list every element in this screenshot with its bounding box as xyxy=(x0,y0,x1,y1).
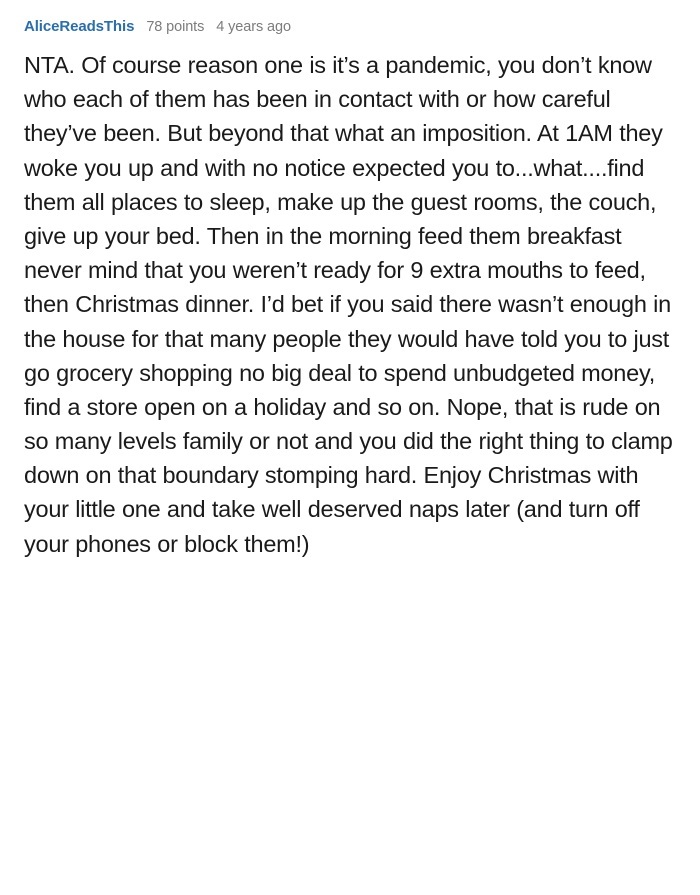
comment-author-link[interactable]: AliceReadsThis xyxy=(24,18,135,35)
comment-body-text: NTA. Of course reason one is it’s a pandemic, you don’t know who each of them has been in contact with or how careful they’ve been. But beyond that what an imposition. At 1AM they woke you up and with no notice expected you to...what....find them all places to sleep, make up the guest rooms, the couch, give up your bed. Then in the morning feed them breakfast never mind that you weren’t ready for 9 extra mouths to feed, then Christmas dinner. I’d bet if you said there wasn’t enough in the house for that many people they would have told you to just go grocery shopping no big deal to spend unbudgeted money, find a store open on a holiday and so on. Nope, that is rude on so many levels family or not and you did the right thing to clamp down on that boundary stomping hard. Enjoy Christmas with your little one and take well deserved naps later (and turn off your phones or block them!) xyxy=(24,52,680,557)
comment-timestamp: 4 years ago xyxy=(216,19,291,35)
comment-points: 78 points xyxy=(146,19,205,35)
comment-header xyxy=(24,18,678,38)
